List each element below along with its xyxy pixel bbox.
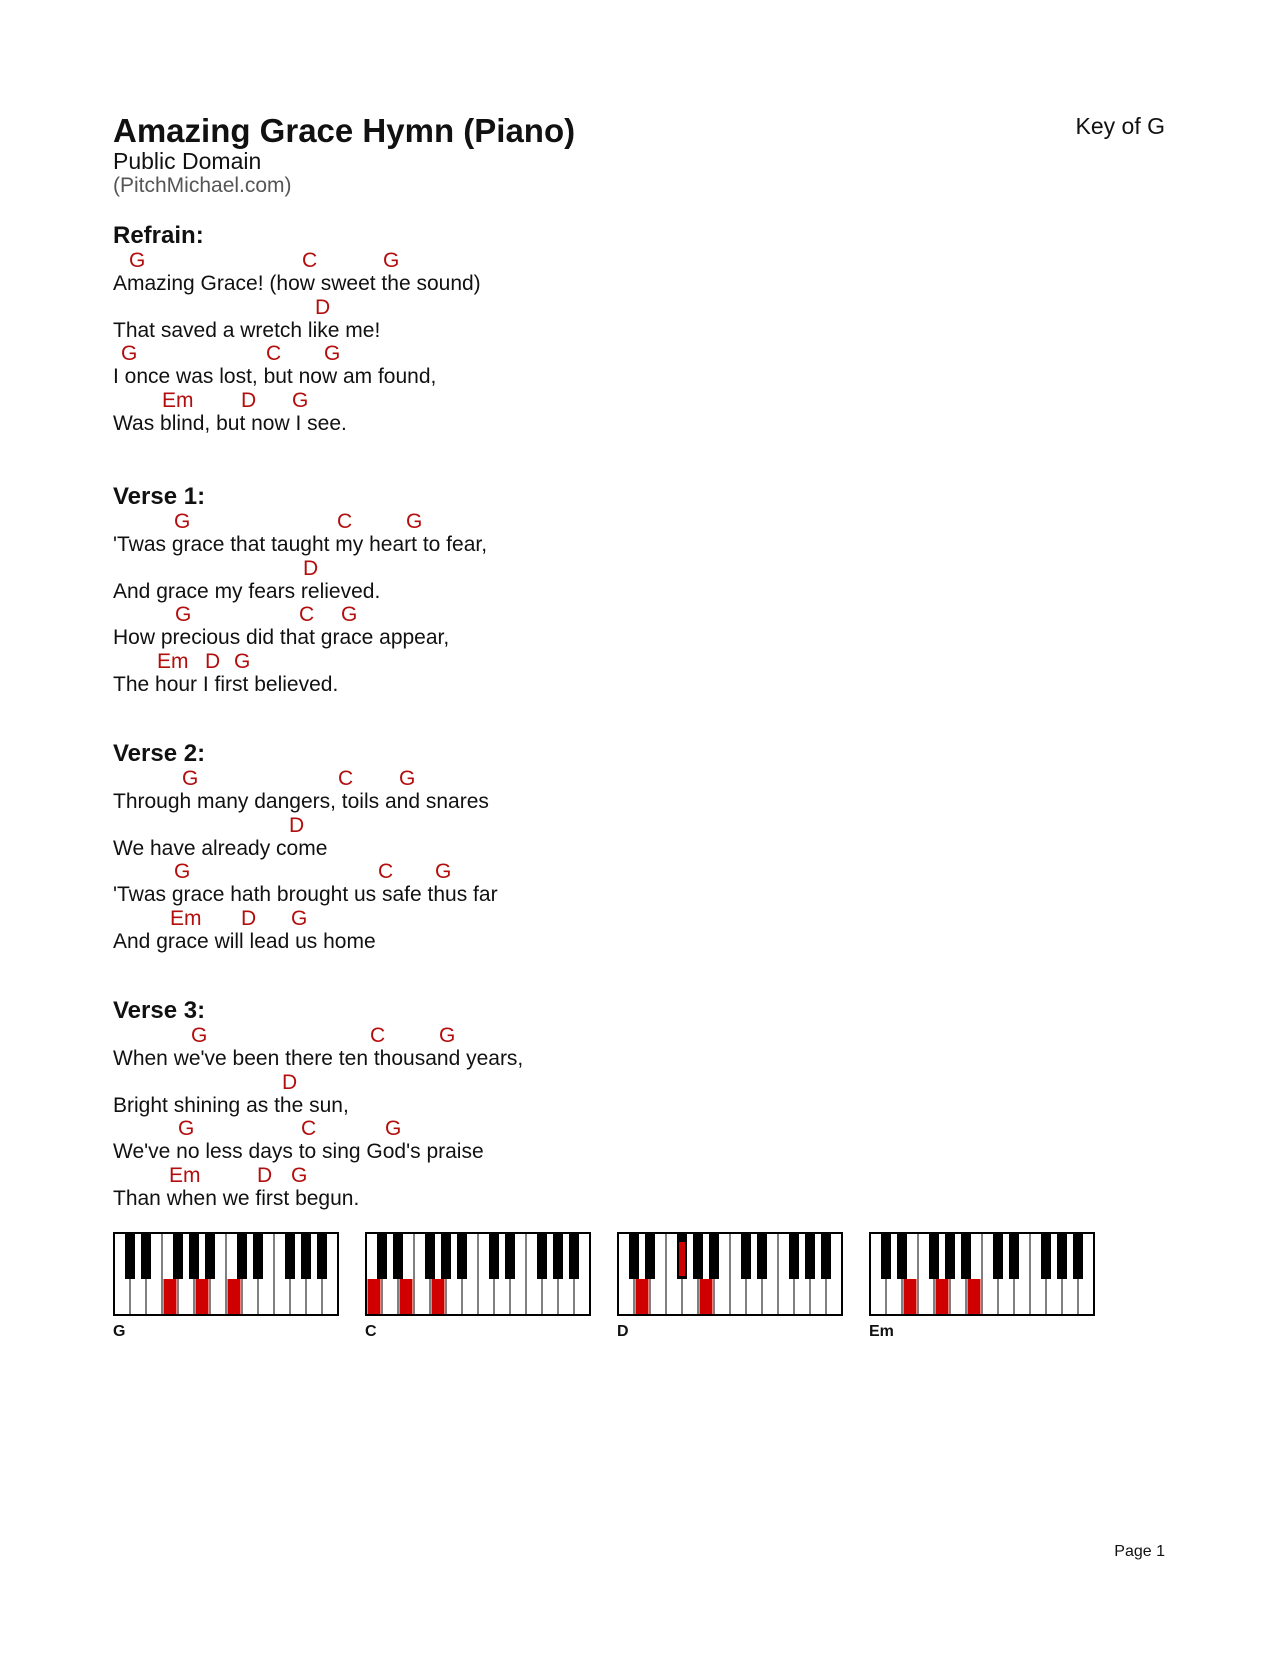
black-key [237, 1233, 247, 1279]
black-key [805, 1233, 815, 1279]
black-key [1057, 1233, 1067, 1279]
lyric-text: When we've been there ten thousand years, [113, 1047, 524, 1070]
black-key [993, 1233, 1003, 1279]
chord-symbol: G [435, 860, 452, 883]
black-key [1073, 1233, 1083, 1279]
chord-symbol: D [205, 649, 221, 673]
chord-row [113, 651, 813, 673]
chord-symbol: G [292, 388, 309, 412]
chord-row [113, 604, 813, 626]
black-key [881, 1233, 891, 1279]
black-key [441, 1233, 451, 1279]
lyric-text: Amazing Grace! (how sweet the sound) [113, 272, 481, 295]
black-key [425, 1233, 435, 1279]
chord-diagram-d [617, 1232, 841, 1340]
black-key [757, 1233, 767, 1279]
piano-keyboard [113, 1232, 339, 1316]
highlighted-note [968, 1279, 981, 1314]
black-key [929, 1233, 939, 1279]
lyric-line [113, 343, 813, 390]
chord-symbol: C [302, 249, 318, 272]
lyric-line [113, 1072, 813, 1119]
chord-row [113, 250, 813, 272]
black-key [189, 1233, 199, 1279]
chord-symbol: D [241, 906, 257, 930]
lyric-text: How precious did that grace appear, [113, 626, 450, 649]
black-key [125, 1233, 135, 1279]
chord-symbol: C [266, 342, 282, 365]
chord-symbol: G [175, 603, 192, 626]
chord-diagram-label: Em [869, 1323, 894, 1340]
chord-row [113, 343, 813, 365]
black-key [645, 1233, 655, 1279]
black-key [393, 1233, 403, 1279]
black-key [301, 1233, 311, 1279]
lyric-line [113, 297, 813, 344]
chord-row [113, 511, 813, 533]
chord-symbol: G [383, 249, 400, 272]
highlighted-note [936, 1279, 949, 1314]
lyric-line [113, 768, 813, 815]
lyric-line [113, 651, 813, 698]
black-key [945, 1233, 955, 1279]
black-key [505, 1233, 515, 1279]
section-verse-1 [113, 483, 813, 697]
highlighted-note [400, 1279, 413, 1314]
highlighted-note [228, 1279, 241, 1314]
lyric-line [113, 390, 813, 437]
lyric-line [113, 511, 813, 558]
black-key [457, 1233, 467, 1279]
lyric-text: That saved a wretch like me! [113, 318, 381, 342]
chord-symbol: G [191, 1024, 208, 1047]
song-title: Amazing Grace Hymn (Piano) [113, 112, 576, 149]
lyric-text: Through many dangers, toils and snares [113, 790, 489, 813]
black-key [741, 1233, 751, 1279]
song-key: Key of G [1075, 113, 1165, 139]
chord-symbol: G [178, 1117, 195, 1140]
lyric-line [113, 861, 813, 908]
lyric-line [113, 815, 813, 862]
piano-keyboard [617, 1232, 843, 1316]
black-key [569, 1233, 579, 1279]
section-verse-3 [113, 997, 813, 1211]
chord-symbol: C [299, 603, 315, 626]
chord-row [113, 908, 813, 930]
chord-symbol: G [324, 342, 341, 365]
chord-symbol: G [129, 249, 146, 272]
highlighted-note [368, 1279, 381, 1314]
section-heading: Verse 1: [113, 483, 206, 510]
chord-symbol: Em [169, 1163, 201, 1187]
black-key [173, 1233, 183, 1279]
section-heading: Verse 3: [113, 997, 206, 1024]
chord-symbol: G [174, 510, 191, 533]
chord-row [113, 815, 813, 837]
lyric-text: Bright shining as the sun, [113, 1093, 349, 1117]
chord-symbol: G [406, 510, 423, 533]
lyric-text: Was blind, but now I see. [113, 411, 347, 435]
chord-row [113, 390, 813, 412]
black-key [553, 1233, 563, 1279]
chord-diagram-em [869, 1232, 1093, 1340]
chord-row [113, 861, 813, 883]
chord-symbol: G [291, 906, 308, 930]
lyric-text: The hour I first believed. [113, 672, 339, 696]
chord-symbol: Em [170, 906, 202, 930]
chord-symbol: G [291, 1163, 308, 1187]
section-heading: Verse 2: [113, 740, 206, 767]
chord-symbol: D [315, 295, 331, 319]
chord-symbol: C [378, 860, 394, 883]
black-key [789, 1233, 799, 1279]
black-key [961, 1233, 971, 1279]
piano-keyboard [869, 1232, 1095, 1316]
highlighted-note [432, 1279, 445, 1314]
chord-symbol: Em [162, 388, 194, 412]
chord-symbol: D [303, 556, 319, 580]
chord-row [113, 1165, 813, 1187]
black-key [897, 1233, 907, 1279]
section-verse-2 [113, 740, 813, 954]
chord-diagram-label: C [365, 1323, 377, 1340]
chord-row [113, 297, 813, 319]
highlighted-note [196, 1279, 209, 1314]
page-number: Page 1 [1114, 1543, 1165, 1560]
lyric-text: And grace my fears relieved. [113, 579, 381, 603]
black-key [1009, 1233, 1019, 1279]
chord-row [113, 1118, 813, 1140]
chord-row [113, 768, 813, 790]
lyric-line [113, 604, 813, 651]
lyric-text: And grace will lead us home [113, 929, 376, 953]
highlighted-note [636, 1279, 649, 1314]
piano-keyboard [365, 1232, 591, 1316]
black-key [1041, 1233, 1051, 1279]
black-key [377, 1233, 387, 1279]
black-key [489, 1233, 499, 1279]
black-key [317, 1233, 327, 1279]
black-key [629, 1233, 639, 1279]
chord-symbol: Em [157, 649, 189, 673]
black-key [537, 1233, 547, 1279]
chord-symbol: G [399, 767, 416, 790]
chord-symbol: D [282, 1070, 298, 1094]
section-refrain [113, 222, 813, 436]
lyric-text: I once was lost, but now am found, [113, 365, 437, 388]
lyric-text: Than when we first begun. [113, 1186, 360, 1210]
lyric-line [113, 1118, 813, 1165]
lyric-line [113, 908, 813, 955]
chord-symbol: G [174, 860, 191, 883]
chord-symbol: C [338, 767, 354, 790]
chord-symbol: G [121, 342, 138, 365]
chord-symbol: C [370, 1024, 386, 1047]
chord-symbol: G [234, 649, 251, 673]
chord-row [113, 1072, 813, 1094]
section-heading: Refrain: [113, 222, 204, 249]
chord-symbol: C [301, 1117, 317, 1140]
highlighted-note [164, 1279, 177, 1314]
lyric-line [113, 250, 813, 297]
chord-symbol: D [257, 1163, 273, 1187]
chord-diagram-c [365, 1232, 589, 1340]
song-author: Public Domain [113, 148, 262, 174]
chord-symbol: D [241, 388, 257, 412]
chord-symbol: G [182, 767, 199, 790]
black-key [253, 1233, 263, 1279]
black-key [709, 1233, 719, 1279]
highlighted-note [700, 1279, 713, 1314]
chord-symbol: D [289, 813, 305, 837]
chord-symbol: C [337, 510, 353, 533]
black-key [285, 1233, 295, 1279]
lyric-line [113, 558, 813, 605]
black-key [693, 1233, 703, 1279]
chord-symbol: G [385, 1117, 402, 1140]
chord-diagram-label: D [617, 1323, 629, 1340]
lyric-line [113, 1025, 813, 1072]
lyric-text: We've no less days to sing God's praise [113, 1140, 484, 1163]
chord-symbol: G [341, 603, 358, 626]
chord-symbol: G [439, 1024, 456, 1047]
chord-diagram-g [113, 1232, 337, 1340]
song-source: (PitchMichael.com) [113, 174, 292, 197]
black-key [821, 1233, 831, 1279]
highlighted-note [904, 1279, 917, 1314]
lyric-text: 'Twas grace hath brought us safe thus far [113, 883, 498, 906]
chord-row [113, 558, 813, 580]
black-key [205, 1233, 215, 1279]
black-key [141, 1233, 151, 1279]
lyric-text: We have already come [113, 836, 328, 860]
lyric-line [113, 1165, 813, 1212]
highlighted-note [679, 1242, 685, 1276]
chord-diagram-label: G [113, 1323, 126, 1340]
chord-row [113, 1025, 813, 1047]
lyric-text: 'Twas grace that taught my heart to fear, [113, 533, 488, 556]
